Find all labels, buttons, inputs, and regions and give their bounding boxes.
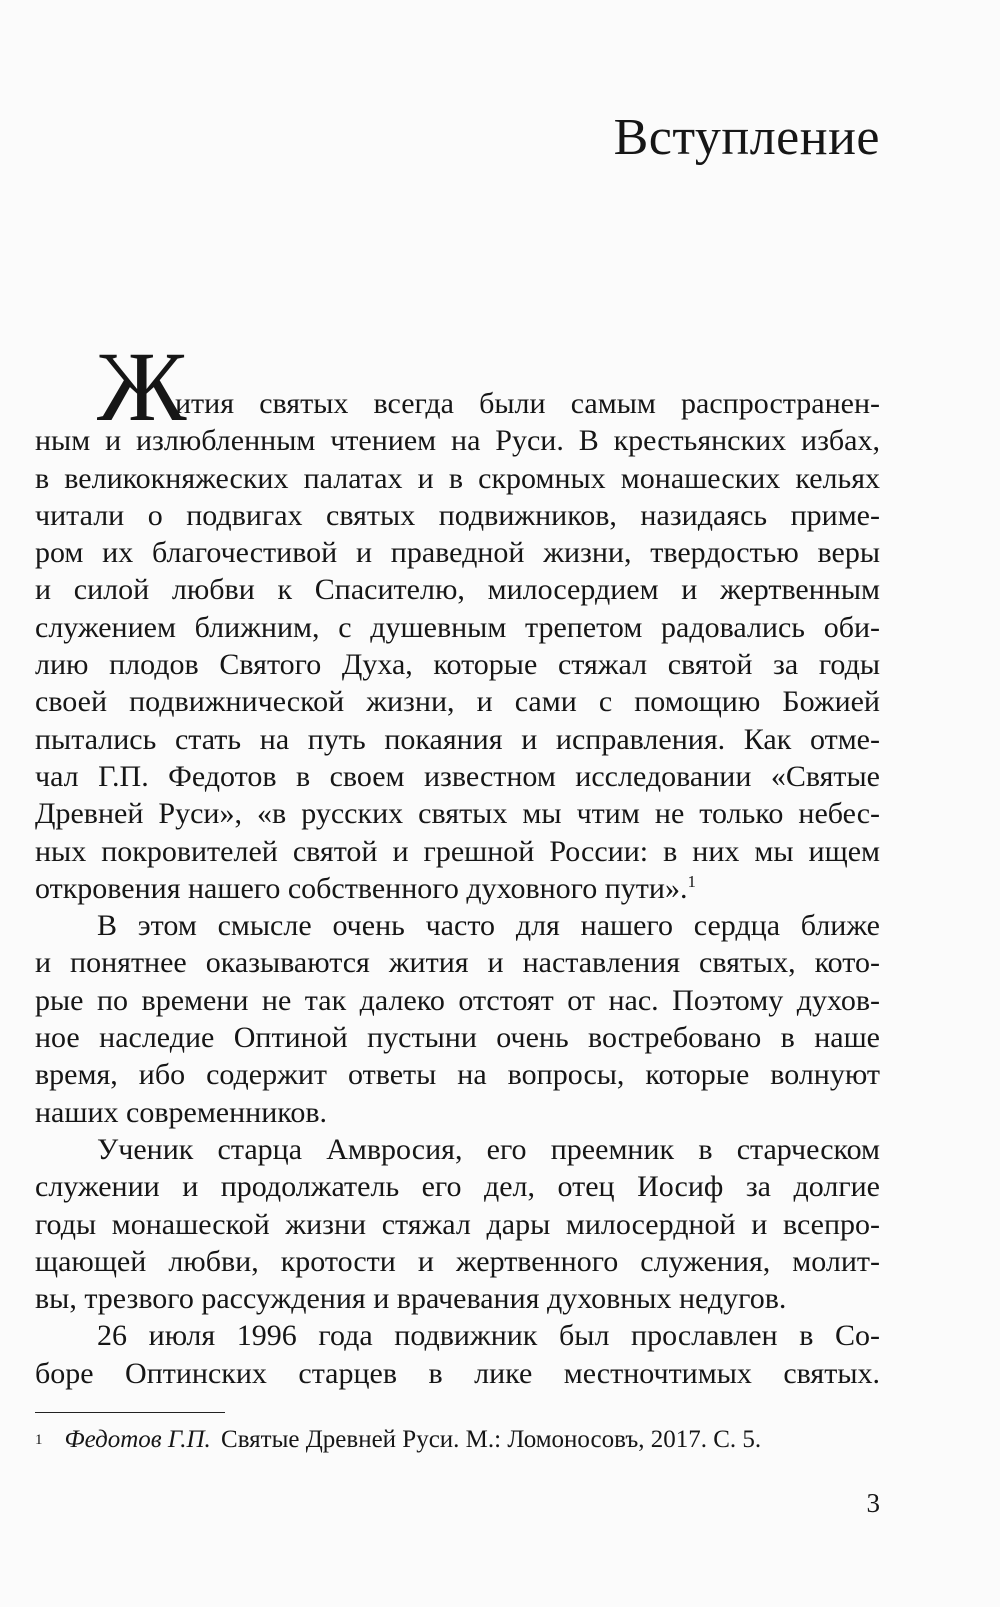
text-line: и силой любви к Спасителю, милосердием и жертвенным (35, 573, 880, 607)
text-line: боре Оптинских старцев в лике местночтимых святых. (35, 1356, 880, 1390)
text-line: рые по времени не так далеко отстоят от нас. Поэтому духов- (35, 983, 880, 1017)
text-line: читали о подвигах святых подвижников, назидаясь приме- (35, 498, 880, 532)
text-line: вы, трезвого рассуждения и врачевания духовных недугов. (35, 1282, 787, 1316)
footnote-author: Федотов Г.П. (64, 1426, 211, 1453)
text-line: щающей любви, кротости и жертвенного служения, молит- (35, 1244, 880, 1278)
chapter-title: Вступление (613, 109, 880, 166)
body-text (35, 331, 880, 1392)
text-line: 26 июля 1996 года подвижник был прославлен в Со- (97, 1319, 880, 1353)
text-line: годы монашеской жизни стяжал дары милосердной и всепро- (35, 1207, 880, 1241)
drop-cap: Ж (97, 331, 187, 442)
page-number: 3 (866, 1488, 880, 1518)
text-line: лию плодов Святого Духа, которые стяжал святой за годы (35, 648, 880, 682)
text-line: В этом смысле очень часто для нашего сердца ближе (97, 909, 880, 943)
text-line: пытались стать на путь покаяния и исправления. Как отме- (35, 722, 880, 756)
text-line: время, ибо содержит ответы на вопросы, которые волнуют (35, 1058, 880, 1092)
text-line: ным и излюбленным чтением на Руси. В крестьянских избах, (35, 424, 880, 458)
text-line: своей подвижнической жизни, и сами с помощию Божией (35, 685, 880, 719)
text-line: откровения нашего собственного духовного пути».$^1$ (35, 871, 696, 905)
text-line: ное наследие Оптиной пустыни очень востребовано в наше (35, 1021, 880, 1055)
footnote-divider (35, 1412, 225, 1413)
text-line: служением ближним, с душевным трепетом радовались оби- (35, 610, 880, 644)
text-line: Ученик старца Амвросия, его преемник в старческом (97, 1132, 880, 1166)
footnote-mark: 1 (35, 1432, 43, 1448)
footnote (35, 1422, 880, 1458)
text-line: ром их благочестивой и праведной жизни, твердостью веры (35, 536, 880, 570)
text-line: чал Г.П. Федотов в своем известном исследовании «Святые (35, 759, 880, 793)
text-line: Древней Руси», «в русских святых мы чтим не только небес- (35, 797, 880, 831)
footnote-text: Святые Древней Руси. М.: Ломоносовъ, 2017. С. 5. (221, 1426, 762, 1453)
footnote-reference: 1 (687, 871, 696, 891)
text-line: в великокняжеских палатах и в скромных монашеских кельях (35, 461, 880, 495)
text-line: и понятнее оказываются жития и наставления святых, кото- (35, 946, 880, 980)
text-line: ития святых всегда были самым распространен- (175, 387, 880, 420)
text-line: наших современников. (35, 1095, 328, 1129)
text-line: ных покровителей святой и грешной России: в них мы ищем (35, 834, 880, 868)
text-line: служении и продолжатель его дел, отец Иосиф за долгие (35, 1170, 880, 1204)
